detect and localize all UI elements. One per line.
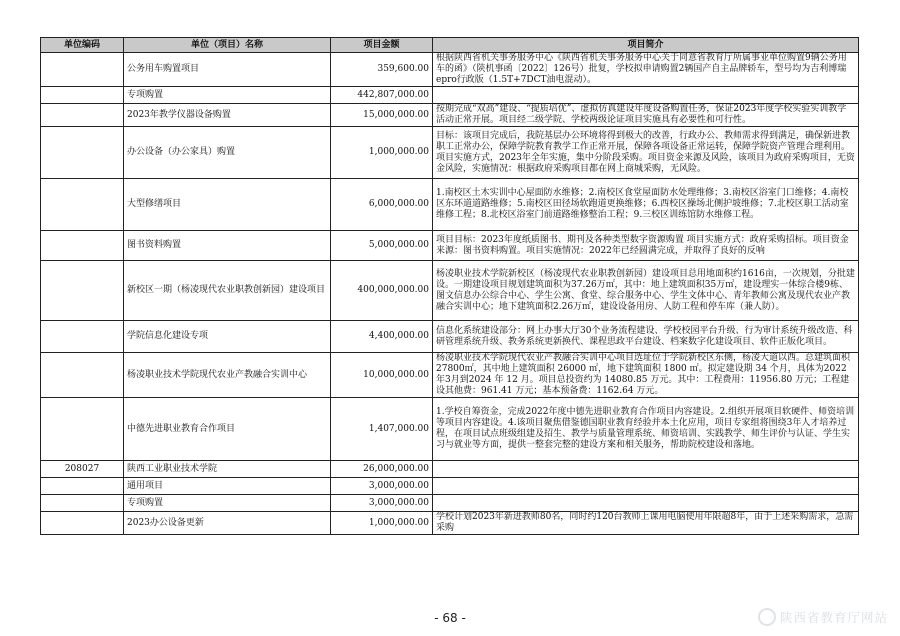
table-row — [41, 321, 859, 353]
project-name: 杨凌职业技术学院现代农业产教融合实训中心 — [124, 353, 331, 398]
table-row — [41, 231, 859, 261]
project-summary: 目标：该项目完成后，我院基层办公环境将得到极大的改善，行政办公、教师需求得到满足，确保新进教职工正常办公，保障学院教育教学工作正常开展，保障各项设备正常运转，保障学院资产管理合理利用。项目实施方式，2023年全年实施，集中分阶段采购。项目资金来源及风险，该项目为政府采购项目，无资金风险，实施情况：根据政府采购项目都在网上商城采购，无风险。 — [433, 127, 859, 179]
project-amount: 1,000,000.00 — [331, 512, 433, 535]
page-number: - 68 - — [434, 611, 466, 625]
project-name: 图书资料购置 — [124, 231, 331, 261]
table-row — [41, 495, 859, 512]
project-name: 专项购置 — [124, 87, 331, 104]
project-summary — [433, 461, 859, 478]
table-row — [41, 179, 859, 231]
project-amount: 442,807,000.00 — [331, 87, 433, 104]
unit-code — [41, 261, 124, 321]
project-name: 2023办公设备更新 — [124, 512, 331, 535]
unit-code — [41, 478, 124, 495]
project-summary: 根据陕西省机关事务服务中心《陕西省机关事务服务中心关于同意省教育厅所属事业单位购置9辆公务用车的函》（陕机事函〔2022〕126号）批复，学校拟申请购置2辆国产自主品牌轿车，型号均为吉利博瑞epro行政版（1.5T+7DCT油电混动）。 — [433, 53, 859, 87]
header-amount: 项目金额 — [331, 38, 433, 53]
project-name: 陕西工业职业技术学院 — [124, 461, 331, 478]
project-amount: 3,000,000.00 — [331, 478, 433, 495]
header-name: 单位（项目）名称 — [124, 38, 331, 53]
project-amount: 400,000,000.00 — [331, 261, 433, 321]
watermark-text: 陕西省教育厅网站 — [779, 610, 888, 625]
project-amount: 15,000,000.00 — [331, 104, 433, 127]
project-summary — [433, 87, 859, 104]
project-name: 2023年教学仪器设备购置 — [124, 104, 331, 127]
table-row — [41, 461, 859, 478]
table-row — [41, 104, 859, 127]
project-summary: 项目目标：2023年度纸质图书、期刊及各种类型数字资源购置 项目实施方式：政府采购招标。项目资金来源：图书资料购置。项目实施情况：2022年已经圆满完成，并取得了良好的反响 — [433, 231, 859, 261]
header-code: 单位编码 — [41, 38, 124, 53]
table-row — [41, 261, 859, 321]
project-name: 公务用车购置项目 — [124, 53, 331, 87]
project-summary: 学校计划2023年新进教师80名，同时约120台教师上课用电脑使用年限超8年，由于上述采购需求，急需采购 — [433, 512, 859, 535]
project-amount: 10,000,000.00 — [331, 353, 433, 398]
project-amount: 26,000,000.00 — [331, 461, 433, 478]
project-summary: 1.学校自筹资金，完成2022年度中德先进职业教育合作项目内容建设。2.组织开展项目软硬件、师资培训等项目内容建设。4.该项目聚焦借鉴德国职业教育经验并本土化应用，项目专家组将围绕3年人才培养过程，在项目试点班级组建及招生、教学与质量管理系统、师资培训、实践教学、师生评价与认证、学生实习与就业等方面，提供一整套完整的建设方案和相关服务，帮助院校建设和落地。 — [433, 398, 859, 461]
project-summary: 杨凌职业技术学院现代农业产教融合实训中心项目选址位于学院新校区东侧，杨凌大道以西。总建筑面积27800㎡，其中地上建筑面积 26000 ㎡，地下建筑面积 1800 ㎡。拟定建设期 34 个月，具体为2022年3月到2024 年 12 月。项目总投资约为 14080.85 万元。其中：工程费用：11956.80 万元；工程建设其他费：961.41 万元；基本预备费：1162.64 万元。 — [433, 353, 859, 398]
project-name: 通用项目 — [124, 478, 331, 495]
project-summary: 信息化系统建设部分：网上办事大厅30个业务流程建设、学校校园平台升级、行为审计系统升级改造、科研管理系统升级、教务系统更新换代、课程思政平台建设、档案数字化建设项目、软件正版化项目。 — [433, 321, 859, 353]
project-name: 办公设备（办公家具）购置 — [124, 127, 331, 179]
unit-code: 208027 — [41, 461, 124, 478]
header-summary: 项目简介 — [433, 38, 859, 53]
unit-code — [41, 179, 124, 231]
project-summary: 按期完成“双高”建设、“提质培优”、虚拟仿真建设年度设备购置任务，保证2023年度学校实验实训教学活动正常开展。项目经二级学院、学校两级论证项目实施具有必要性和可行性。 — [433, 104, 859, 127]
project-name: 新校区一期（杨凌现代农业职教创新园）建设项目 — [124, 261, 331, 321]
project-amount: 3,000,000.00 — [331, 495, 433, 512]
project-name: 学院信息化建设专项 — [124, 321, 331, 353]
table-row — [41, 87, 859, 104]
unit-code — [41, 512, 124, 535]
watermark-logo-icon — [758, 608, 776, 626]
project-summary — [433, 478, 859, 495]
table-row — [41, 478, 859, 495]
project-amount: 6,000,000.00 — [331, 179, 433, 231]
project-amount: 1,407,000.00 — [331, 398, 433, 461]
unit-code — [41, 495, 124, 512]
budget-table — [40, 37, 859, 535]
unit-code — [41, 104, 124, 127]
project-amount: 5,000,000.00 — [331, 231, 433, 261]
table-row — [41, 127, 859, 179]
unit-code — [41, 398, 124, 461]
site-watermark — [758, 608, 888, 626]
table-header-row — [41, 38, 859, 53]
unit-code — [41, 353, 124, 398]
project-summary — [433, 495, 859, 512]
table-row — [41, 53, 859, 87]
project-summary: 1.南校区土木实训中心屋面防水维修；2.南校区食堂屋面防水处理维修；3.南校区浴室门口维修；4.南校区东环道道路维修；5.南校区田径场软跑道更换维修；6.西校区操场北侧护坡维修；7.北校区职工活动室维修工程；8.北校区浴室门前道路维修整治工程；9.三校区训练馆防水维修工程。 — [433, 179, 859, 231]
project-name: 专项购置 — [124, 495, 331, 512]
unit-code — [41, 87, 124, 104]
project-summary: 杨凌职业技术学院新校区（杨凌现代农业职教创新园）建设项目总用地面积约1616亩，一次规划，分批建设。一期建设项目规划建筑面积为37.26万㎡，其中：地上建筑面积35万㎡，建设理实一体综合楼9栋、图文信息办公综合中心、学生公寓、食堂、综合服务中心、学生文体中心、青年教师公寓及现代农业产教融合实训中心；地下建筑面积2.26万㎡，建设设备用房、人防工程和停车库（兼人防）。 — [433, 261, 859, 321]
table-row — [41, 512, 859, 535]
project-name: 中德先进职业教育合作项目 — [124, 398, 331, 461]
project-name: 大型修缮项目 — [124, 179, 331, 231]
table-row — [41, 353, 859, 398]
unit-code — [41, 127, 124, 179]
unit-code — [41, 53, 124, 87]
project-amount: 4,400,000.00 — [331, 321, 433, 353]
unit-code — [41, 231, 124, 261]
table-row — [41, 398, 859, 461]
project-amount: 359,600.00 — [331, 53, 433, 87]
project-amount: 1,000,000.00 — [331, 127, 433, 179]
unit-code — [41, 321, 124, 353]
